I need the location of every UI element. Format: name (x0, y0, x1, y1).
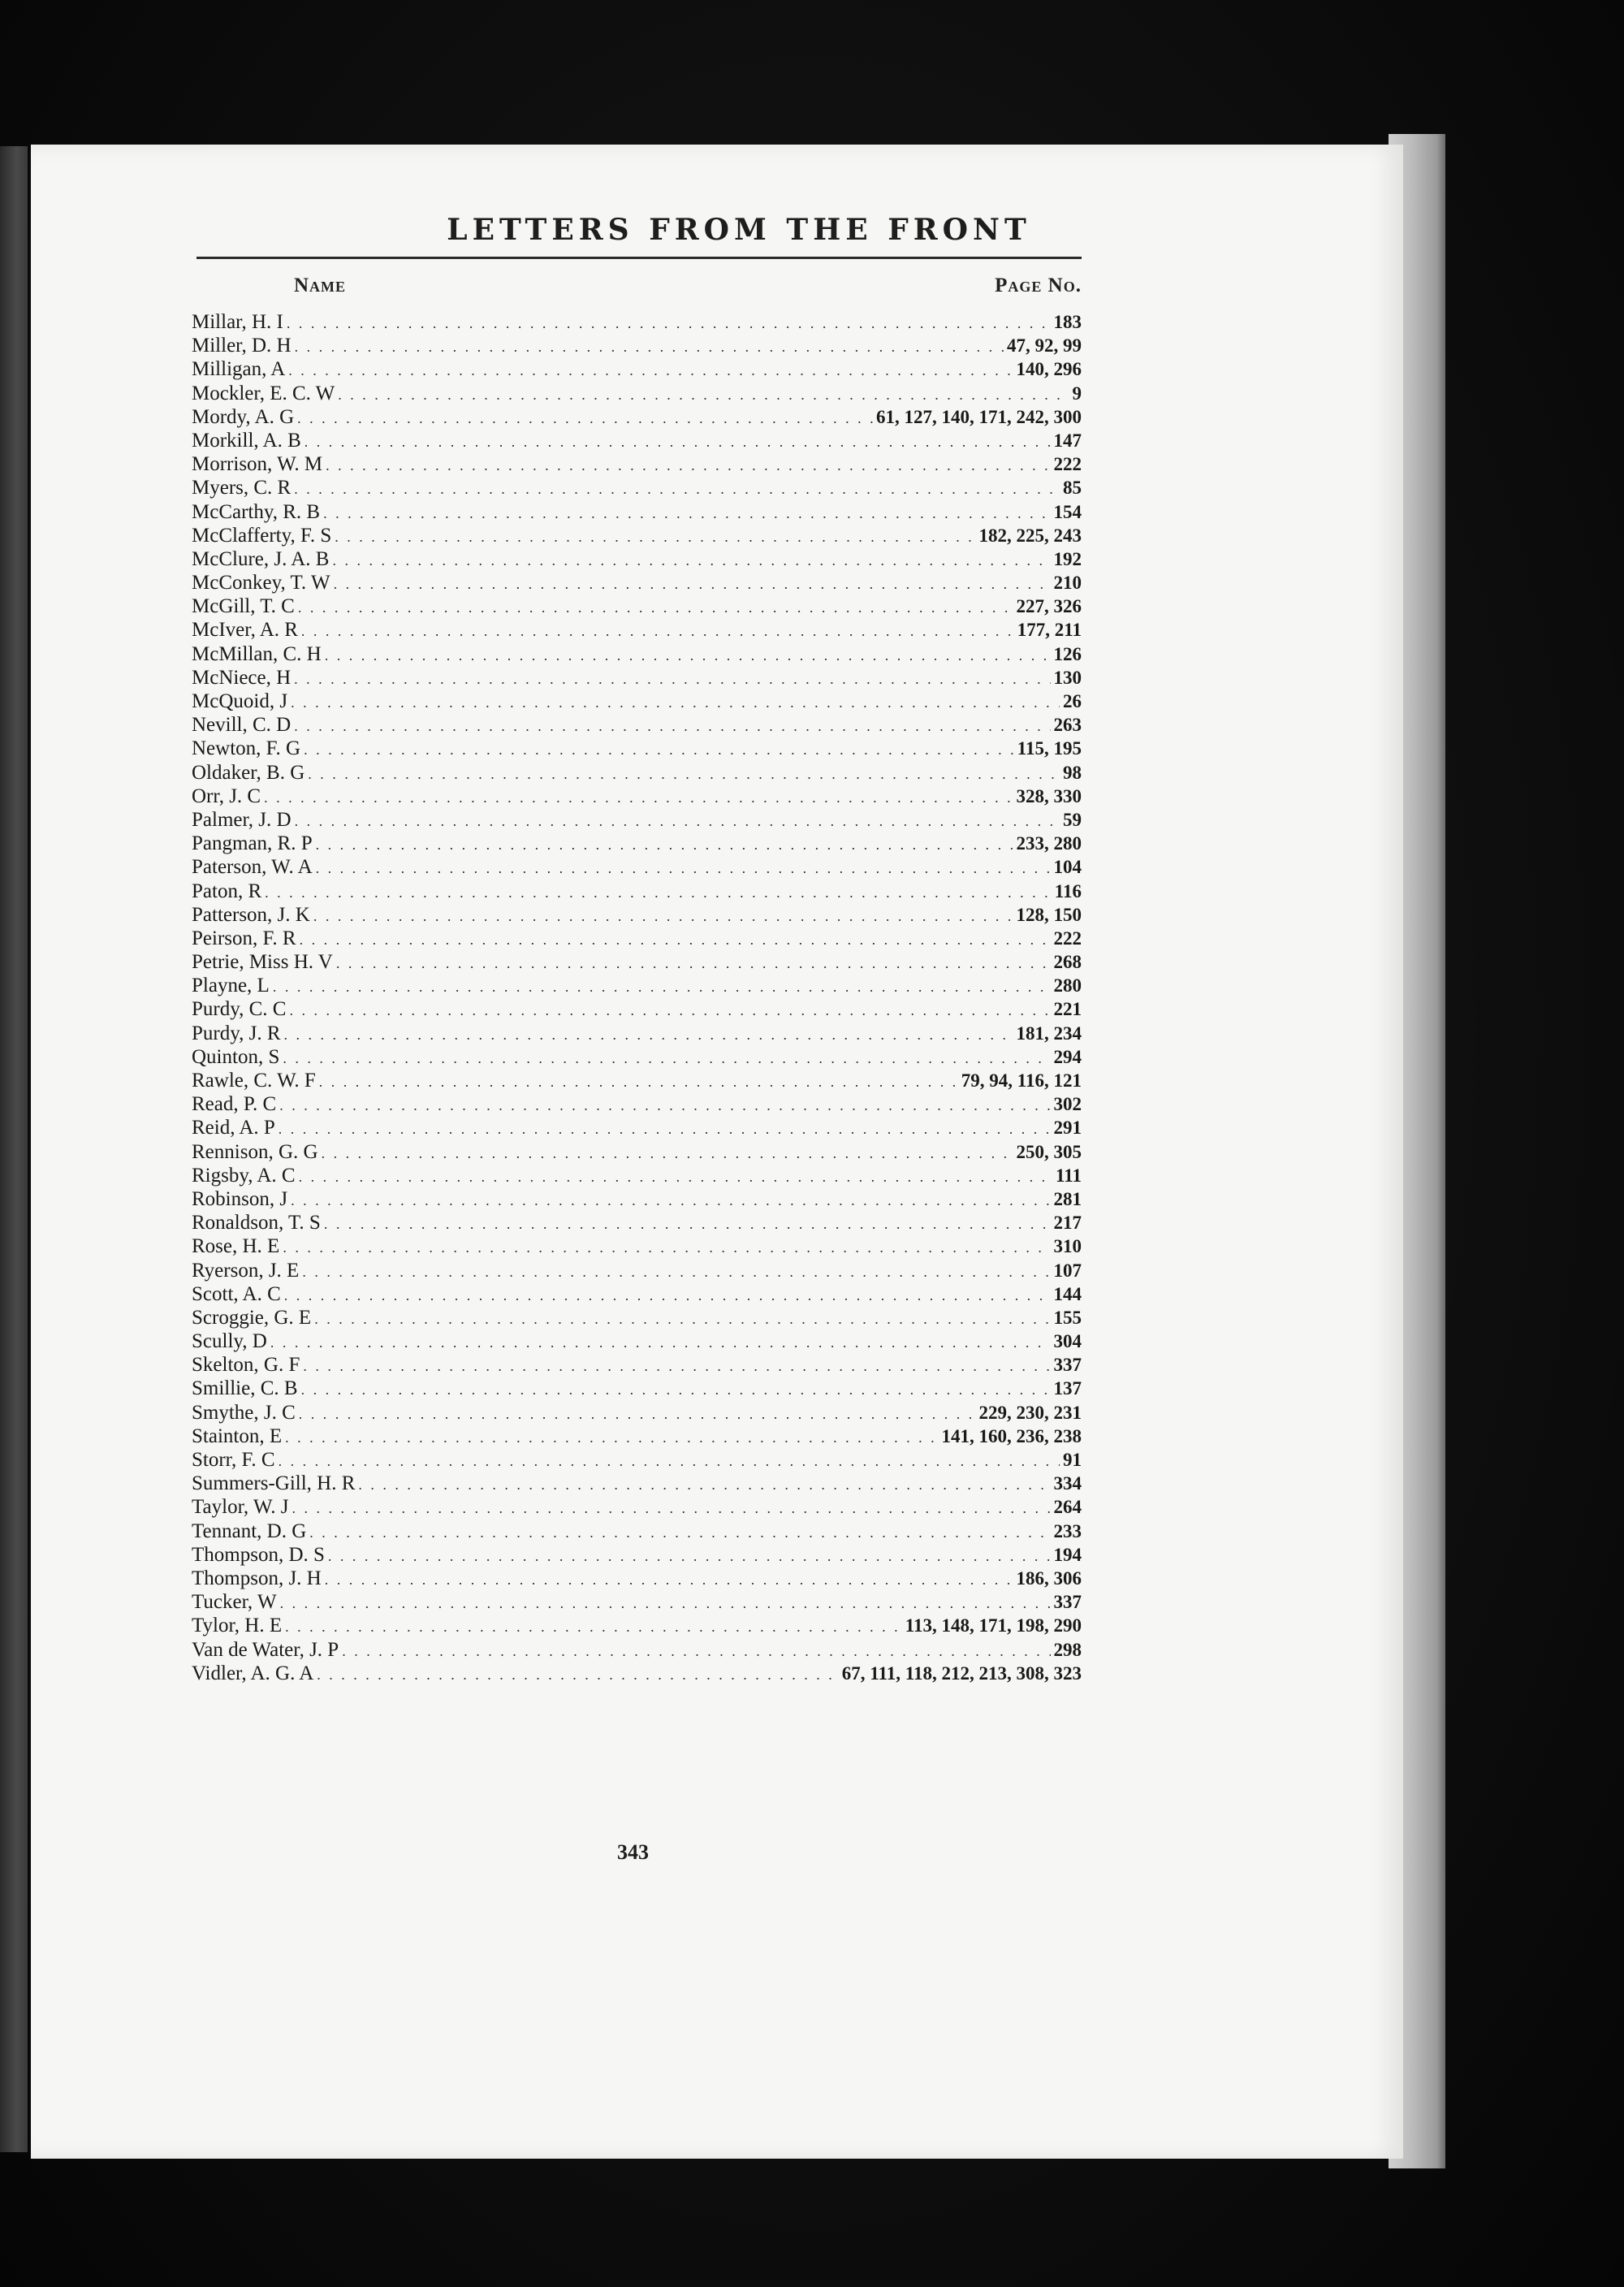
index-entry (192, 855, 1082, 879)
index-entry (192, 713, 1082, 737)
entry-name: Morrison, W. M (192, 453, 323, 476)
index-entry (192, 880, 1082, 903)
index-entry (192, 1590, 1082, 1614)
dot-leader (301, 620, 1014, 642)
index-entry (192, 1353, 1082, 1377)
entry-name: Playne, L (192, 975, 270, 997)
index-entry (192, 1116, 1082, 1139)
index-entry (192, 1259, 1082, 1282)
entry-name: Rennison, G. G (192, 1140, 318, 1163)
dot-leader (289, 999, 1050, 1021)
dot-leader (291, 691, 1060, 713)
entry-pages: 222 (1053, 454, 1082, 475)
entry-pages: 107 (1053, 1260, 1082, 1281)
entry-pages: 192 (1053, 548, 1082, 569)
index-entry (192, 950, 1082, 974)
index-entry (192, 1187, 1082, 1211)
entry-pages: 104 (1053, 857, 1082, 878)
entry-name: Paton, R (192, 880, 262, 902)
entry-name: Stainton, E (192, 1425, 283, 1447)
dot-leader (284, 1023, 1013, 1045)
dot-leader (316, 833, 1013, 855)
entry-pages: 79, 94, 116, 121 (961, 1070, 1082, 1091)
entry-pages: 177, 211 (1017, 620, 1082, 641)
entry-pages: 221 (1053, 999, 1082, 1020)
entry-name: Scully, D (192, 1330, 267, 1353)
entry-name: Smythe, J. C (192, 1401, 296, 1424)
dot-leader (264, 786, 1013, 808)
dot-leader (303, 1355, 1050, 1377)
entry-pages: 210 (1053, 573, 1082, 594)
entry-pages: 229, 230, 231 (978, 1402, 1082, 1423)
entry-name: Scott, A. C (192, 1282, 281, 1305)
entry-pages: 334 (1053, 1473, 1082, 1494)
dot-leader (301, 1378, 1051, 1400)
index-entry (192, 1329, 1082, 1353)
index-entry (192, 737, 1082, 760)
dot-leader (270, 1331, 1051, 1353)
index-entry (192, 405, 1082, 429)
dot-leader (324, 1213, 1051, 1234)
entry-pages: 147 (1053, 430, 1082, 451)
header-rule (197, 257, 1082, 259)
index-entry (192, 997, 1082, 1021)
entry-pages: 137 (1053, 1378, 1082, 1399)
dot-leader (295, 810, 1060, 832)
entry-name: Skelton, G. F (192, 1354, 300, 1377)
index-entry (192, 1543, 1082, 1567)
dot-leader (285, 1426, 938, 1448)
entry-pages: 194 (1053, 1544, 1082, 1565)
index-entry (192, 785, 1082, 808)
entry-name: Smillie, C. B (192, 1377, 298, 1400)
entry-name: Summers-Gill, H. R (192, 1472, 356, 1495)
entry-name: Robinson, J (192, 1187, 288, 1210)
entry-name: Purdy, J. R (192, 1022, 281, 1044)
dot-leader (273, 975, 1051, 997)
dot-leader (302, 1260, 1050, 1282)
entry-name: Miller, D. H (192, 335, 292, 357)
dot-leader (288, 359, 1013, 381)
entry-name: McClure, J. A. B (192, 547, 330, 570)
index-entry (192, 903, 1082, 927)
entry-pages: 181, 234 (1016, 1022, 1082, 1044)
entry-name: McGill, T. C (192, 595, 295, 618)
entry-name: McIver, A. R (192, 619, 298, 642)
entry-name: Petrie, Miss H. V (192, 951, 333, 974)
dot-leader (323, 502, 1050, 524)
dot-leader (319, 1070, 958, 1092)
index-entry (192, 1092, 1082, 1116)
dot-leader (308, 763, 1060, 785)
entry-name: Newton, F. G (192, 737, 301, 760)
dot-leader (300, 928, 1051, 950)
dot-leader (314, 1308, 1050, 1329)
entry-pages: 116 (1054, 880, 1082, 901)
entry-pages: 217 (1053, 1213, 1082, 1234)
entry-name: Thompson, D. S (192, 1543, 325, 1566)
entry-name: Rigsby, A. C (192, 1164, 296, 1187)
entry-name: Ryerson, J. E (192, 1259, 300, 1282)
index-entry (192, 1567, 1082, 1590)
dot-leader (294, 478, 1060, 499)
index-entry (192, 974, 1082, 997)
index-entry (192, 1306, 1082, 1329)
index-entry (192, 571, 1082, 594)
entry-pages: 9 (1072, 383, 1082, 404)
dot-leader (309, 1521, 1050, 1543)
entry-pages: 222 (1053, 927, 1082, 949)
dot-leader (265, 881, 1052, 903)
dot-leader (283, 1236, 1050, 1258)
dot-leader (287, 312, 1051, 334)
index-entry (192, 1495, 1082, 1519)
dot-leader (358, 1473, 1050, 1495)
entry-name: Scroggie, G. E (192, 1306, 312, 1329)
dot-leader (279, 1118, 1051, 1139)
index-entry (192, 642, 1082, 666)
entry-name: McQuoid, J (192, 690, 288, 712)
left-page-edge (0, 146, 28, 2152)
index-entry (192, 1069, 1082, 1092)
entry-pages: 291 (1053, 1118, 1082, 1139)
entry-name: Tylor, H. E (192, 1615, 283, 1637)
index-entry (192, 1140, 1082, 1164)
column-heading-page: Page No. (995, 275, 1082, 296)
entry-name: Myers, C. R (192, 477, 292, 499)
index-entry (192, 808, 1082, 832)
entry-name: Purdy, C. C (192, 998, 287, 1021)
dot-leader (279, 1450, 1060, 1472)
dot-leader (284, 1284, 1051, 1306)
index-entry (192, 334, 1082, 357)
entry-name: Patterson, J. K (192, 903, 310, 926)
entry-pages: 337 (1053, 1592, 1082, 1613)
entry-name: Thompson, J. H (192, 1567, 322, 1589)
entry-name: Pangman, R. P (192, 832, 313, 855)
entry-pages: 268 (1053, 952, 1082, 973)
index-entry (192, 382, 1082, 405)
entry-pages: 85 (1063, 478, 1082, 499)
entry-pages: 61, 127, 140, 171, 242, 300 (876, 406, 1082, 427)
index-entry (192, 547, 1082, 571)
entry-pages: 154 (1053, 501, 1082, 522)
index-entry (192, 1401, 1082, 1425)
index-entry (192, 1472, 1082, 1495)
entry-name: Peirson, F. R (192, 927, 296, 949)
dot-leader (317, 1663, 839, 1685)
entry-pages: 304 (1053, 1331, 1082, 1352)
index-entry (192, 1662, 1082, 1685)
index-entry (192, 1614, 1082, 1637)
entry-pages: 233, 280 (1016, 833, 1082, 854)
index-entry (192, 500, 1082, 524)
entry-pages: 140, 296 (1016, 359, 1082, 380)
dot-leader (316, 857, 1051, 879)
entry-name: Palmer, J. D (192, 808, 292, 831)
index-entry (192, 1282, 1082, 1306)
entry-name: Paterson, W. A (192, 856, 313, 879)
entry-pages: 130 (1053, 667, 1082, 688)
dot-leader (338, 383, 1069, 405)
dot-leader (332, 549, 1050, 571)
index-entry (192, 618, 1082, 642)
dot-leader (294, 668, 1050, 690)
entry-name: Nevill, C. D (192, 714, 292, 737)
entry-pages: 91 (1063, 1450, 1082, 1470)
dot-leader (280, 1592, 1051, 1614)
index-entry (192, 761, 1082, 785)
entry-pages: 281 (1053, 1188, 1082, 1209)
entry-pages: 250, 305 (1016, 1141, 1082, 1162)
entry-pages: 113, 148, 171, 198, 290 (905, 1615, 1082, 1636)
entry-pages: 98 (1063, 762, 1082, 783)
index-entry (192, 1638, 1082, 1662)
entry-pages: 298 (1053, 1639, 1082, 1660)
index-entry (192, 1520, 1082, 1543)
index-entry (192, 690, 1082, 713)
entry-pages: 263 (1053, 715, 1082, 736)
entry-name: Milligan, A (192, 358, 286, 381)
entry-name: Vidler, A. G. A (192, 1662, 314, 1684)
index-entry (192, 1425, 1082, 1448)
index-entry (192, 452, 1082, 476)
index-entry (192, 594, 1082, 618)
dot-leader (326, 454, 1050, 476)
index-entry (192, 357, 1082, 381)
index-entry (192, 927, 1082, 950)
entry-pages: 141, 160, 236, 238 (941, 1425, 1082, 1446)
entry-name: Quinton, S (192, 1045, 280, 1068)
entry-pages: 280 (1053, 975, 1082, 997)
entry-name: Orr, J. C (192, 785, 261, 807)
entry-name: Millar, H. I (192, 311, 283, 333)
entry-name: Morkill, A. B (192, 429, 301, 452)
entry-name: Rose, H. E (192, 1235, 280, 1258)
entry-pages: 115, 195 (1017, 738, 1082, 759)
entry-name: Van de Water, J. P (192, 1638, 339, 1661)
dot-leader (325, 1568, 1013, 1590)
index-entry (192, 666, 1082, 690)
dot-leader (292, 1497, 1050, 1519)
index-entry (192, 1448, 1082, 1472)
index-entry (192, 476, 1082, 499)
column-heading-name: Name (294, 275, 347, 296)
entry-pages: 227, 326 (1016, 596, 1082, 617)
entry-pages: 59 (1063, 809, 1082, 830)
dot-leader (295, 335, 1004, 357)
index-entry (192, 832, 1082, 855)
dot-leader (283, 1047, 1050, 1069)
index-entry (192, 310, 1082, 334)
entry-pages: 183 (1053, 312, 1082, 332)
entry-name: McNiece, H (192, 666, 292, 689)
dot-leader (328, 1545, 1051, 1567)
entry-name: McConkey, T. W (192, 572, 330, 594)
index-entry (192, 429, 1082, 452)
entry-name: Storr, F. C (192, 1449, 275, 1471)
index-entry (192, 1377, 1082, 1400)
entry-name: Rawle, C. W. F (192, 1070, 316, 1092)
index-entry (192, 524, 1082, 547)
entry-pages: 182, 225, 243 (978, 525, 1082, 546)
entry-pages: 111 (1056, 1165, 1082, 1186)
entry-pages: 302 (1053, 1094, 1082, 1115)
index-entry (192, 1234, 1082, 1258)
entry-name: Mordy, A. G (192, 405, 295, 428)
dot-leader (335, 525, 975, 547)
entry-pages: 47, 92, 99 (1007, 335, 1082, 357)
index-entry (192, 1022, 1082, 1045)
entry-pages: 233 (1053, 1520, 1082, 1541)
index-entry (192, 1164, 1082, 1187)
entry-pages: 310 (1053, 1236, 1082, 1257)
running-head: LETTERS FROM THE FRONT (447, 213, 1031, 247)
index-entry (192, 1045, 1082, 1069)
entry-pages: 264 (1053, 1497, 1082, 1518)
entry-pages: 337 (1053, 1355, 1082, 1376)
entry-name: Read, P. C (192, 1093, 277, 1116)
entry-pages: 155 (1053, 1307, 1082, 1328)
dot-leader (334, 573, 1051, 594)
dot-leader (291, 1189, 1050, 1211)
dot-leader (342, 1640, 1050, 1662)
dot-leader (298, 596, 1013, 618)
dot-leader (325, 644, 1051, 666)
dot-leader (294, 715, 1050, 737)
entry-name: Reid, A. P (192, 1117, 275, 1139)
entry-pages: 186, 306 (1016, 1567, 1082, 1589)
dot-leader (299, 1403, 976, 1425)
dot-leader (336, 952, 1051, 974)
dot-leader (285, 1615, 902, 1637)
entry-name: McCarthy, R. B (192, 500, 321, 523)
entry-name: Oldaker, B. G (192, 761, 305, 784)
entry-pages: 126 (1053, 643, 1082, 664)
entry-pages: 67, 111, 118, 212, 213, 308, 323 (841, 1662, 1082, 1684)
entry-pages: 26 (1063, 691, 1082, 711)
entry-name: Tucker, W (192, 1591, 277, 1614)
index-list (192, 310, 1082, 1685)
dot-leader (304, 430, 1051, 452)
entry-name: Mockler, E. C. W (192, 382, 335, 404)
entry-name: McMillan, C. H (192, 642, 322, 665)
dot-leader (279, 1094, 1050, 1116)
entry-name: Ronaldson, T. S (192, 1212, 321, 1234)
page-number: 343 (617, 1840, 649, 1864)
entry-pages: 294 (1053, 1046, 1082, 1067)
index-entry (192, 1211, 1082, 1234)
entry-name: Taylor, W. J (192, 1496, 289, 1519)
dot-leader (322, 1142, 1013, 1164)
dot-leader (304, 738, 1014, 760)
dot-leader (297, 407, 873, 429)
entry-name: McClafferty, F. S (192, 524, 332, 547)
entry-pages: 144 (1053, 1283, 1082, 1304)
dot-leader (299, 1165, 1052, 1187)
entry-pages: 328, 330 (1016, 785, 1082, 806)
entry-pages: 128, 150 (1016, 904, 1082, 925)
dot-leader (313, 905, 1013, 927)
entry-name: Tennant, D. G (192, 1520, 307, 1542)
